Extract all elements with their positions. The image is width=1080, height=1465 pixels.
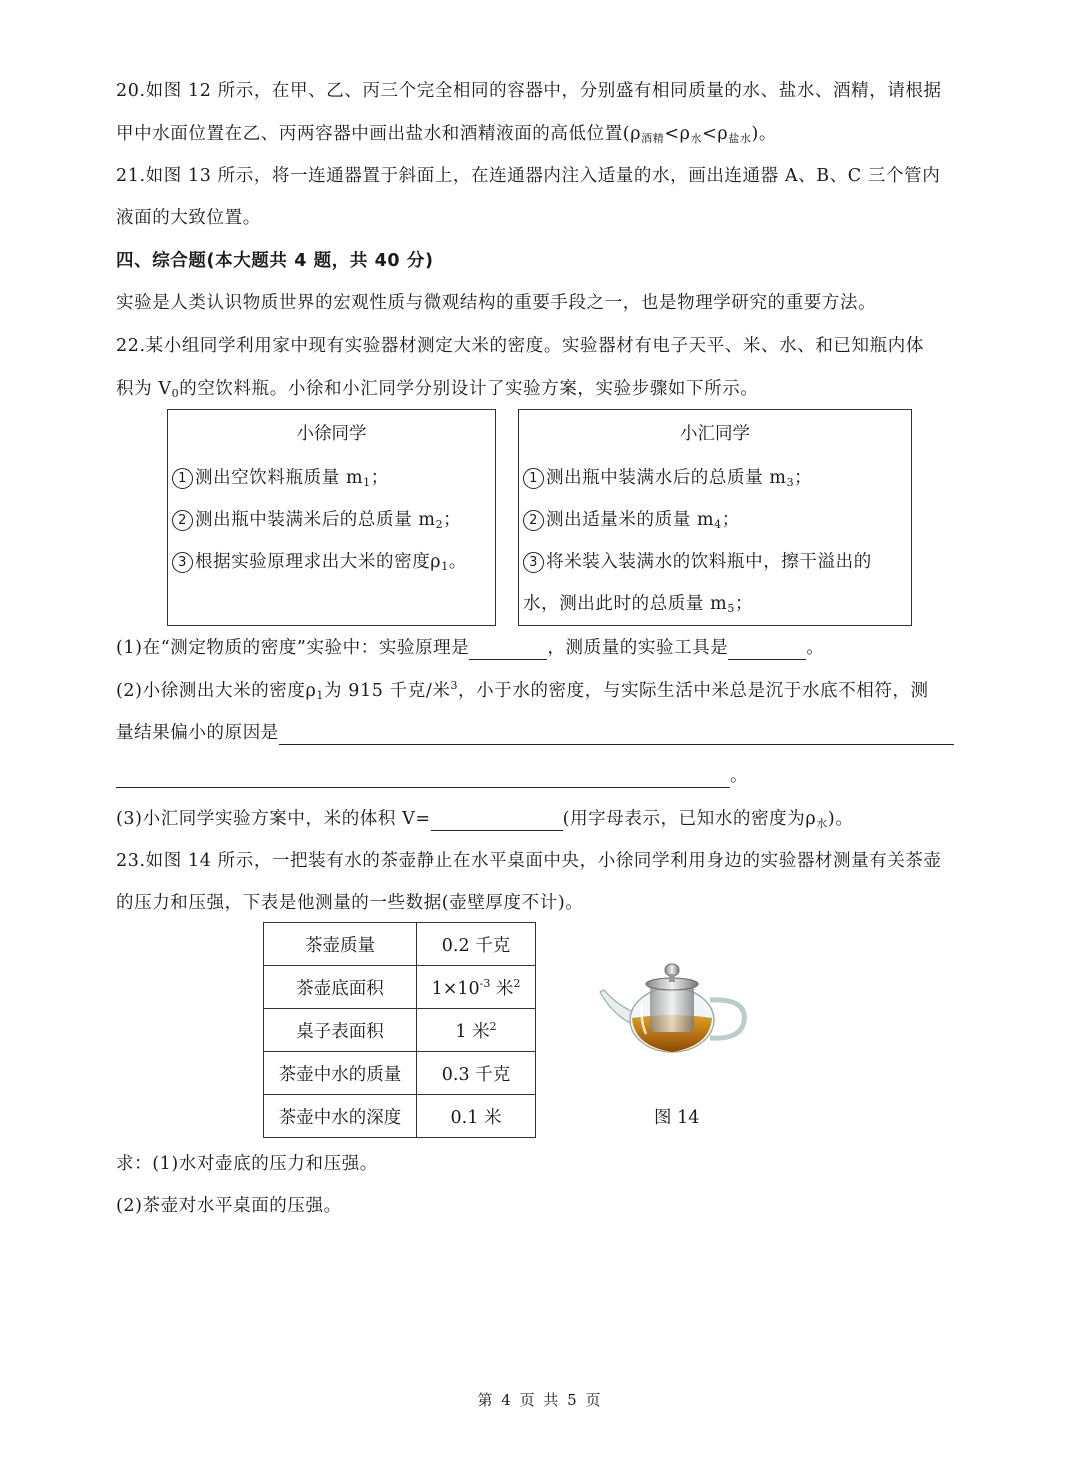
section4-intro: 实验是人类认识物质世界的宏观性质与微观结构的重要手段之一，也是物理学研究的重要方法。 bbox=[116, 293, 877, 313]
step-sub: 1 bbox=[441, 560, 449, 573]
q22-part2-line2-text: 量结果偏小的原因是 bbox=[116, 723, 279, 743]
q23-line1: 23.如图 14 所示，一把装有水的茶壶静止在水平桌面中央，小徐同学利用身边的实验器材测量有关茶壶 bbox=[116, 851, 942, 871]
table-row bbox=[264, 1095, 536, 1138]
q20-line2-prefix: 甲中水面位置在乙、丙两容器中画出盐水和酒精液面的高低位置( bbox=[116, 124, 631, 144]
q20-line2 bbox=[116, 122, 777, 146]
rho-symbol: ρ bbox=[679, 124, 691, 144]
page-footer: 第 4 页 共 5 页 bbox=[477, 1391, 603, 1409]
value-base: 1 米 bbox=[455, 1021, 490, 1042]
q22-part2-line1 bbox=[116, 679, 929, 703]
q22-part2-end: 。 bbox=[730, 766, 749, 786]
cubic-sup: 3 bbox=[450, 679, 459, 692]
step-end: ； bbox=[794, 468, 813, 488]
step-text: 测出空饮料瓶质量 m bbox=[195, 468, 364, 488]
rho-sub-yanshui: 盐水 bbox=[728, 132, 752, 145]
value-unit-exp: 2 bbox=[513, 976, 521, 990]
table-row bbox=[264, 923, 536, 966]
less-than: < bbox=[702, 124, 718, 144]
step-end: ； bbox=[370, 468, 389, 488]
q21-line1: 21.如图 13 所示，将一连通器置于斜面上，在连通器内注入适量的水，画出连通器 A、B、C 三个管内 bbox=[116, 166, 941, 186]
step-sub: 3 bbox=[786, 476, 795, 489]
value-exp: -3 bbox=[479, 976, 491, 990]
table-row bbox=[264, 1052, 536, 1095]
q20-line1: 20.如图 12 所示，在甲、乙、丙三个完全相同的容器中，分别盛有相同质量的水、盐水、酒精，请根据 bbox=[116, 81, 942, 101]
handle bbox=[710, 1000, 744, 1038]
step-end: ； bbox=[443, 510, 462, 530]
q22-part3-a: (3)小汇同学实验方案中，米的体积 V= bbox=[116, 809, 431, 829]
table-key: 茶壶质量 bbox=[264, 923, 417, 966]
hui-step-1 bbox=[523, 464, 812, 489]
step-end: ； bbox=[734, 594, 754, 614]
table-key: 茶壶中水的质量 bbox=[264, 1052, 417, 1095]
rho-water-sub: 水 bbox=[816, 817, 828, 830]
step-end: ； bbox=[721, 510, 740, 530]
answer-blank-principle[interactable] bbox=[469, 641, 547, 660]
q22-part1 bbox=[116, 636, 825, 660]
hui-step-2 bbox=[523, 506, 740, 531]
q22-part2-a: (2)小徐测出大米的密度ρ bbox=[116, 681, 317, 701]
q22-part2-b: 为 915 千克/米 bbox=[324, 681, 451, 701]
q22-part1-a: (1)在“测定物质的密度”实验中：实验原理是 bbox=[116, 638, 470, 658]
q22-part2-line2 bbox=[116, 721, 954, 745]
q22-line2-a: 积为 V bbox=[116, 379, 172, 399]
step-text: 根据实验原理求出大米的密度ρ bbox=[195, 552, 442, 572]
hui-step-3-continued bbox=[523, 590, 753, 615]
step-sub: 5 bbox=[727, 602, 735, 615]
xu-step-1 bbox=[172, 464, 389, 489]
section4-heading: 四、综合题(本大题共 4 题，共 40 分) bbox=[116, 251, 434, 271]
teapot-data-table bbox=[263, 922, 536, 1138]
figure-caption: 图 14 bbox=[654, 1108, 700, 1128]
table-value bbox=[417, 966, 536, 1009]
q23-line2: 的压力和压强，下表是他测量的一些数据(壶壁厚度不计)。 bbox=[116, 893, 584, 913]
hui-plan-title: 小汇同学 bbox=[680, 424, 750, 444]
xu-step-2 bbox=[172, 506, 461, 531]
q22-part2-c: ，小于水的密度，与实际生活中米总是沉于水底不相符，测 bbox=[458, 681, 929, 701]
xu-plan-title: 小徐同学 bbox=[296, 424, 367, 444]
rho-symbol: ρ bbox=[630, 124, 642, 144]
step-sub: 4 bbox=[714, 518, 722, 531]
v0-subscript: 0 bbox=[171, 387, 180, 400]
circled-number: 1 bbox=[523, 468, 544, 489]
answer-blank-tool[interactable] bbox=[728, 641, 806, 660]
rho-symbol: ρ bbox=[717, 124, 729, 144]
q22-line2-b: 的空饮料瓶。小徐和小汇同学分别设计了实验方案，实验步骤如下所示。 bbox=[179, 379, 759, 399]
circled-number: 3 bbox=[172, 552, 193, 573]
table-value: 0.2 千克 bbox=[417, 923, 536, 966]
q22-part3 bbox=[116, 807, 853, 831]
answer-blank-reason-cont[interactable] bbox=[116, 769, 730, 788]
table-value: 0.3 千克 bbox=[417, 1052, 536, 1095]
step-text: 将米装入装满水的饮料瓶中，擦干溢出的 bbox=[546, 552, 872, 572]
table-key: 茶壶中水的深度 bbox=[264, 1095, 417, 1138]
table-row bbox=[264, 966, 536, 1009]
infuser bbox=[650, 984, 694, 1032]
step-text: 测出瓶中装满水后的总质量 m bbox=[546, 468, 787, 488]
step-text: 测出瓶中装满米后的总质量 m bbox=[195, 510, 436, 530]
circled-number: 1 bbox=[172, 468, 193, 489]
circled-number: 2 bbox=[523, 510, 544, 531]
less-than: < bbox=[664, 124, 680, 144]
value-unit: 米 bbox=[490, 978, 514, 999]
step-end: 。 bbox=[448, 552, 467, 572]
q22-part3-c: )。 bbox=[827, 809, 854, 829]
xu-step-3 bbox=[172, 548, 467, 573]
rho1-sub: 1 bbox=[316, 689, 324, 702]
xu-plan-box bbox=[167, 409, 496, 626]
answer-blank-volume[interactable] bbox=[431, 812, 563, 831]
table-value: 0.1 米 bbox=[417, 1095, 536, 1138]
q23-ask1: 求：(1)水对壶底的压力和压强。 bbox=[116, 1154, 378, 1174]
q21-line2: 液面的大致位置。 bbox=[116, 208, 261, 228]
table-row bbox=[264, 1009, 536, 1052]
step-sub: 1 bbox=[363, 476, 371, 489]
circled-number: 3 bbox=[523, 552, 544, 573]
value-base: 1×10 bbox=[431, 978, 480, 999]
q22-line1: 22.某小组同学利用家中现有实验器材测定大米的密度。实验器材有电子天平、米、水、和已知瓶内体 bbox=[116, 336, 924, 356]
table-value bbox=[417, 1009, 536, 1052]
rho-sub-jiujing: 酒精 bbox=[641, 132, 665, 145]
q22-part2-line3 bbox=[116, 764, 748, 788]
step-text: 水，测出此时的总质量 m bbox=[523, 594, 728, 614]
value-unit-exp: 2 bbox=[489, 1019, 497, 1033]
teapot-figure bbox=[598, 960, 750, 1060]
spout bbox=[600, 990, 634, 1024]
hui-plan-box bbox=[518, 409, 912, 626]
q22-part3-b: (用字母表示，已知水的密度为ρ bbox=[562, 809, 817, 829]
q22-part1-c: 。 bbox=[806, 638, 825, 658]
step-text: 测出适量米的质量 m bbox=[546, 510, 715, 530]
knob-stem bbox=[669, 974, 675, 982]
hui-step-3 bbox=[523, 548, 872, 573]
circled-number: 2 bbox=[172, 510, 193, 531]
rho-sub-shui: 水 bbox=[690, 132, 703, 145]
q22-part1-b: ，测质量的实验工具是 bbox=[547, 638, 729, 658]
step-sub: 2 bbox=[435, 518, 444, 531]
q20-line2-suffix: )。 bbox=[751, 124, 777, 144]
table-key: 桌子表面积 bbox=[264, 1009, 417, 1052]
table-key: 茶壶底面积 bbox=[264, 966, 417, 1009]
answer-blank-reason[interactable] bbox=[279, 726, 954, 745]
q22-line2 bbox=[116, 377, 758, 401]
q23-ask2: (2)茶壶对水平桌面的压强。 bbox=[116, 1196, 342, 1216]
